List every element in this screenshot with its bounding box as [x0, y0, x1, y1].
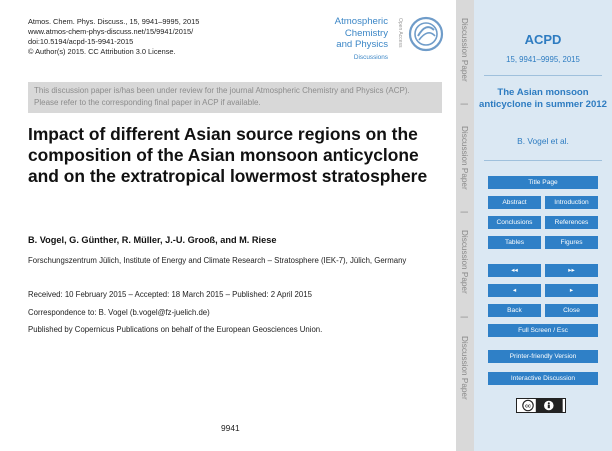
strip-label: Discussion Paper [460, 18, 469, 82]
printer-friendly-button[interactable]: Printer-friendly Version [488, 350, 598, 363]
paper-title: Impact of different Asian source regions on the composition of the Asian monsoon anticyclone and on the extratropical lowermost stratosphere [28, 124, 428, 186]
introduction-button[interactable]: Introduction [545, 196, 598, 209]
citation-line: Atmos. Chem. Phys. Discuss., 15, 9941–9995, 2015 [28, 17, 200, 26]
strip-separator: | [460, 316, 469, 319]
abstract-button[interactable]: Abstract [488, 196, 541, 209]
back-button[interactable]: Back [488, 304, 541, 317]
dates: Received: 10 February 2015 – Accepted: 18 March 2015 – Published: 2 April 2015 [28, 290, 312, 299]
first-page-button[interactable]: ◂◂ [488, 264, 541, 277]
panel-pages: 15, 9941–9995, 2015 [506, 55, 580, 64]
correspondence: Correspondence to: B. Vogel (b.vogel@fz-juelich.de) [28, 308, 210, 317]
conclusions-button[interactable]: Conclusions [488, 216, 541, 229]
authors: B. Vogel, G. Günther, R. Müller, J.-U. Grooß, and M. Riese [28, 235, 277, 245]
panel-short-title: The Asian monsoon anticyclone in summer 2012 [479, 87, 607, 110]
panel-divider [484, 160, 602, 161]
strip-separator: | [460, 211, 469, 214]
panel-short-author: B. Vogel et al. [517, 136, 569, 146]
tables-button[interactable]: Tables [488, 236, 541, 249]
journal-logo [328, 12, 446, 72]
strip-label: Discussion Paper [460, 336, 469, 400]
url-line: www.atmos-chem-phys-discuss.net/15/9941/2015/ [28, 27, 194, 36]
panel-journal: ACPD [524, 32, 562, 47]
page-number: 9941 [221, 423, 240, 433]
close-button[interactable]: Close [545, 304, 598, 317]
previous-page-button[interactable]: ◂ [488, 284, 541, 297]
logo-line-3: and Physics [336, 39, 388, 50]
open-access-label: Open Access [397, 18, 403, 48]
citation-block [28, 17, 199, 57]
navigation-panel [474, 0, 612, 451]
title-page-button[interactable]: Title Page [488, 176, 598, 189]
panel-divider [484, 75, 602, 76]
svg-text:cc: cc [525, 403, 531, 410]
logo-line-2: Chemistry [344, 27, 388, 39]
logo-discussions: Discussions [353, 53, 388, 61]
affiliation: Forschungszentrum Jülich, Institute of Energy and Climate Research – Stratosphere (IEK-7), Jülich, Germany [28, 256, 407, 265]
review-notice: This discussion paper is/has been under review for the journal Atmospheric Chemistry and Physics (ACP). Please refer to the corresponding final paper in ACP if available. [28, 82, 442, 113]
references-button[interactable]: References [545, 216, 598, 229]
figures-button[interactable]: Figures [545, 236, 598, 249]
strip-label: Discussion Paper [460, 230, 469, 294]
cc-by-license-icon[interactable] [516, 398, 566, 413]
fullscreen-button[interactable]: Full Screen / Esc [488, 324, 598, 337]
publisher-line: Published by Copernicus Publications on behalf of the European Geosciences Union. [28, 325, 323, 334]
doi-line: doi:10.5194/acpd-15-9941-2015 [28, 37, 134, 46]
discussion-paper-strip [456, 0, 474, 451]
last-page-button[interactable]: ▸▸ [545, 264, 598, 277]
egu-logo-icon [408, 16, 444, 52]
license-line: © Author(s) 2015. CC Attribution 3.0 License. [28, 47, 176, 56]
interactive-discussion-button[interactable]: Interactive Discussion [488, 372, 598, 385]
logo-text [335, 16, 388, 62]
strip-label: Discussion Paper [460, 126, 469, 190]
next-page-button[interactable]: ▸ [545, 284, 598, 297]
logo-line-1: Atmospheric [334, 16, 388, 27]
strip-separator: | [460, 103, 469, 106]
